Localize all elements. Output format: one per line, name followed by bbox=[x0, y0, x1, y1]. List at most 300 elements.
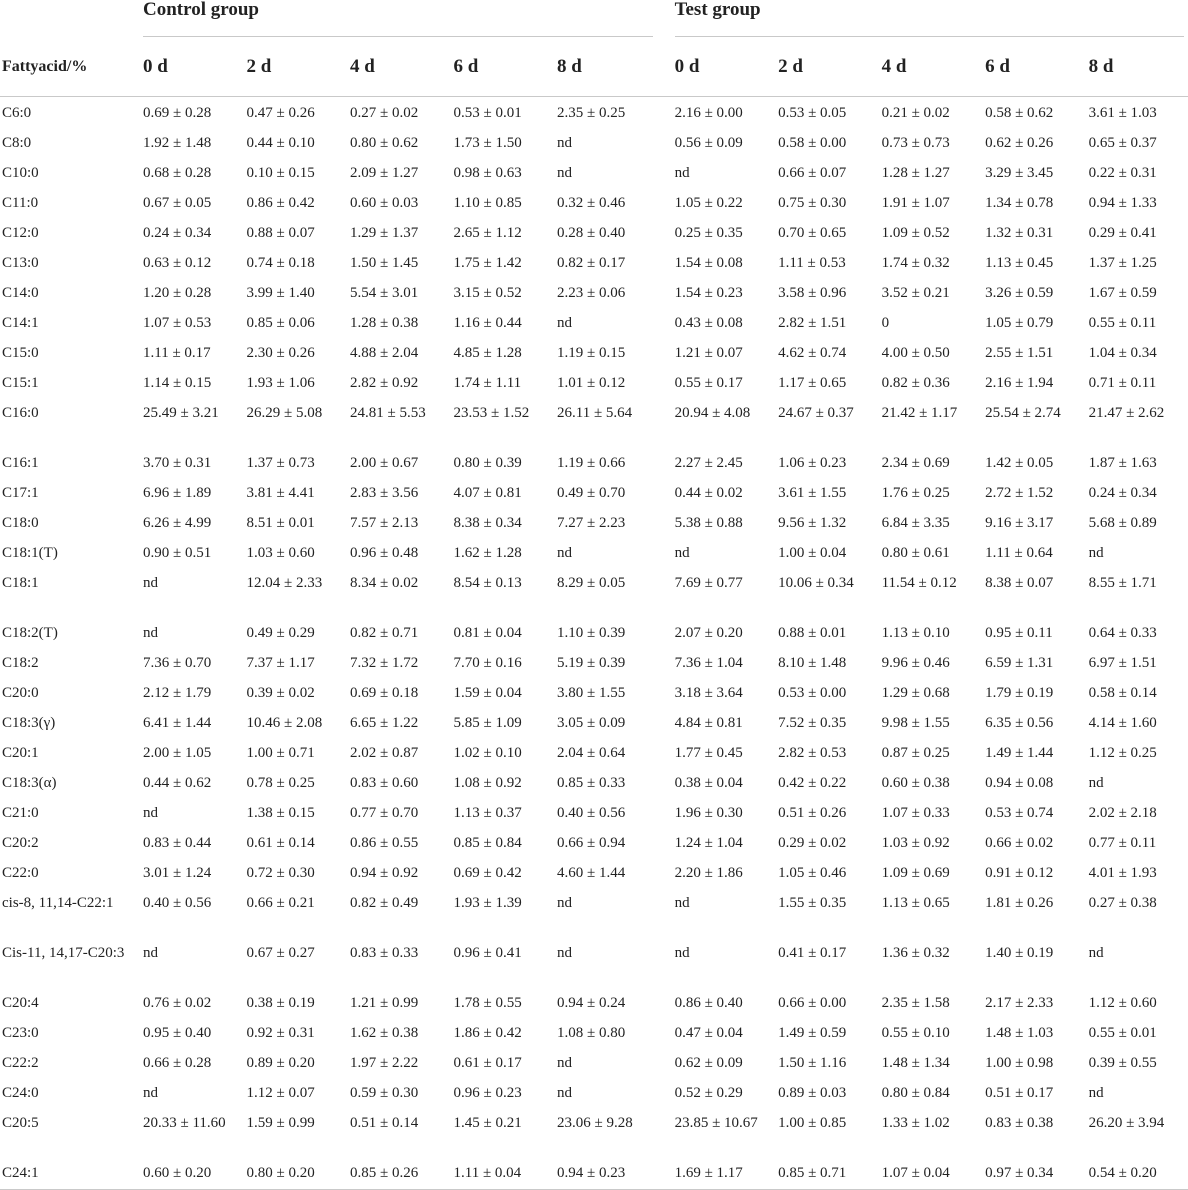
test-value-cell: 0.82 ± 0.36 bbox=[881, 375, 950, 391]
test-value-cell: 1.00 ± 0.04 bbox=[778, 545, 847, 561]
control-value-cell: 0.92 ± 0.31 bbox=[246, 1025, 315, 1041]
test-value-cell: 6.84 ± 3.35 bbox=[881, 515, 950, 531]
test-day-2-header: 2 d bbox=[774, 37, 878, 97]
table-row bbox=[0, 767, 1188, 797]
test-value-cell: 0.53 ± 0.05 bbox=[778, 105, 847, 121]
control-value-cell: nd bbox=[557, 945, 572, 961]
test-value-cell: 0.80 ± 0.84 bbox=[881, 1085, 950, 1101]
test-value-cell: 2.82 ± 0.53 bbox=[778, 745, 847, 761]
test-value-cell: 3.26 ± 0.59 bbox=[985, 285, 1054, 301]
test-value-cell: 9.16 ± 3.17 bbox=[985, 515, 1054, 531]
fatty-acid-name-cell: Cis-11, 14,17-C20:3 bbox=[2, 945, 125, 961]
group-gap-cell bbox=[657, 737, 671, 767]
group-gap-cell bbox=[657, 1107, 671, 1157]
group-gap-cell bbox=[657, 677, 671, 707]
control-value-cell: 0.24 ± 0.34 bbox=[143, 225, 212, 241]
control-value-cell: 1.92 ± 1.48 bbox=[143, 135, 212, 151]
table-row bbox=[0, 157, 1188, 187]
fatty-acid-name-cell: C18:1 bbox=[2, 575, 39, 591]
control-value-cell: 26.11 ± 5.64 bbox=[557, 405, 633, 421]
control-value-cell: 1.38 ± 0.15 bbox=[246, 805, 315, 821]
control-value-cell: 1.21 ± 0.99 bbox=[350, 995, 419, 1011]
table-row bbox=[0, 987, 1188, 1017]
test-value-cell: 0.77 ± 0.11 bbox=[1088, 835, 1157, 851]
control-value-cell: 0.96 ± 0.23 bbox=[453, 1085, 522, 1101]
table-row bbox=[0, 367, 1188, 397]
group-gap-cell bbox=[657, 617, 671, 647]
fatty-acid-name-cell: C18:2(T) bbox=[2, 625, 58, 641]
group-gap-cell bbox=[657, 767, 671, 797]
test-value-cell: 2.07 ± 0.20 bbox=[674, 625, 743, 641]
test-value-cell: 0.85 ± 0.71 bbox=[774, 1157, 878, 1190]
test-value-cell: 0.54 ± 0.20 bbox=[1085, 1157, 1188, 1190]
test-value-cell: 1.05 ± 0.22 bbox=[674, 195, 743, 211]
test-value-cell: 0.86 ± 0.40 bbox=[674, 995, 743, 1011]
control-day-4-header: 4 d bbox=[346, 37, 450, 97]
table-row bbox=[0, 937, 1188, 987]
test-value-cell: 1.29 ± 0.68 bbox=[881, 685, 950, 701]
control-value-cell: 8.38 ± 0.34 bbox=[453, 515, 522, 531]
fatty-acid-name-cell: C24:0 bbox=[2, 1085, 39, 1101]
test-value-cell: 1.09 ± 0.69 bbox=[881, 865, 950, 881]
group-gap-cell bbox=[657, 247, 671, 277]
control-value-cell: 0.53 ± 0.01 bbox=[453, 105, 522, 121]
test-value-cell: 1.49 ± 0.59 bbox=[778, 1025, 847, 1041]
control-value-cell: 20.33 ± 11.60 bbox=[143, 1115, 226, 1131]
control-value-cell: 0.44 ± 0.10 bbox=[246, 135, 315, 151]
test-value-cell: nd bbox=[1088, 945, 1104, 961]
control-value-cell: 0.81 ± 0.04 bbox=[453, 625, 522, 641]
control-value-cell: 1.10 ± 0.85 bbox=[453, 195, 522, 211]
test-value-cell: 7.36 ± 1.04 bbox=[674, 655, 743, 671]
test-value-cell: 2.02 ± 2.18 bbox=[1088, 805, 1157, 821]
control-value-cell: 1.13 ± 0.37 bbox=[453, 805, 522, 821]
test-value-cell: 1.00 ± 0.85 bbox=[778, 1115, 847, 1131]
test-value-cell: 0.38 ± 0.04 bbox=[674, 775, 743, 791]
test-value-cell: 0.64 ± 0.33 bbox=[1088, 625, 1157, 641]
test-value-cell: 2.72 ± 1.52 bbox=[985, 485, 1054, 501]
table-row bbox=[0, 737, 1188, 767]
control-value-cell: 0.76 ± 0.02 bbox=[143, 995, 212, 1011]
fatty-acid-name-cell: C18:1(T) bbox=[2, 545, 58, 561]
test-value-cell: 0.55 ± 0.01 bbox=[1088, 1025, 1157, 1041]
control-value-cell: 0.66 ± 0.94 bbox=[557, 835, 626, 851]
control-value-cell: 0.80 ± 0.20 bbox=[243, 1157, 347, 1190]
table-row bbox=[0, 1077, 1188, 1107]
test-value-cell: 1.04 ± 0.34 bbox=[1088, 345, 1157, 361]
test-value-cell: 1.17 ± 0.65 bbox=[778, 375, 847, 391]
table-row bbox=[0, 537, 1188, 567]
control-value-cell: nd bbox=[143, 945, 158, 961]
table-row bbox=[0, 677, 1188, 707]
table-row bbox=[0, 567, 1188, 617]
test-value-cell: 9.56 ± 1.32 bbox=[778, 515, 847, 531]
table-row bbox=[0, 827, 1188, 857]
test-day-6-header: 6 d bbox=[981, 37, 1085, 97]
control-value-cell: nd bbox=[557, 1085, 572, 1101]
group-gap-cell bbox=[657, 477, 671, 507]
test-value-cell: 1.67 ± 0.59 bbox=[1088, 285, 1157, 301]
control-value-cell: 0.44 ± 0.62 bbox=[143, 775, 212, 791]
test-value-cell: 0.25 ± 0.35 bbox=[674, 225, 743, 241]
test-value-cell: nd bbox=[1088, 775, 1104, 791]
control-value-cell: 2.12 ± 1.79 bbox=[143, 685, 212, 701]
test-value-cell: 0.51 ± 0.17 bbox=[985, 1085, 1054, 1101]
test-value-cell: 3.52 ± 0.21 bbox=[881, 285, 950, 301]
control-value-cell: 8.54 ± 0.13 bbox=[453, 575, 522, 591]
table-row bbox=[0, 1157, 1188, 1190]
group-gap-cell bbox=[657, 1157, 671, 1190]
test-value-cell: 0.55 ± 0.11 bbox=[1088, 315, 1157, 331]
fatty-acid-name-cell: C24:1 bbox=[0, 1157, 139, 1190]
control-value-cell: 1.59 ± 0.99 bbox=[246, 1115, 315, 1131]
test-value-cell: 21.42 ± 1.17 bbox=[881, 405, 958, 421]
table-row bbox=[0, 217, 1188, 247]
control-value-cell: 1.74 ± 1.11 bbox=[453, 375, 522, 391]
fatty-acid-name-cell: C18:3(α) bbox=[2, 775, 57, 791]
control-value-cell: 2.00 ± 1.05 bbox=[143, 745, 212, 761]
group-header-empty bbox=[0, 0, 139, 37]
test-value-cell: 0.24 ± 0.34 bbox=[1088, 485, 1157, 501]
control-value-cell: 0.85 ± 0.26 bbox=[346, 1157, 450, 1190]
control-value-cell: 0.49 ± 0.29 bbox=[246, 625, 315, 641]
control-value-cell: 3.70 ± 0.31 bbox=[143, 455, 212, 471]
control-value-cell: 1.07 ± 0.53 bbox=[143, 315, 212, 331]
test-value-cell: 1.79 ± 0.19 bbox=[985, 685, 1054, 701]
test-day-0-header: 0 d bbox=[671, 37, 775, 97]
group-gap-cell bbox=[657, 447, 671, 477]
test-value-cell: 10.06 ± 0.34 bbox=[778, 575, 854, 591]
control-value-cell: nd bbox=[557, 545, 572, 561]
test-value-cell: 1.21 ± 0.07 bbox=[674, 345, 743, 361]
test-value-cell: 0.56 ± 0.09 bbox=[674, 135, 743, 151]
test-value-cell: 1.40 ± 0.19 bbox=[985, 945, 1054, 961]
test-value-cell: 0.83 ± 0.38 bbox=[985, 1115, 1054, 1131]
control-value-cell: 0.72 ± 0.30 bbox=[246, 865, 315, 881]
test-value-cell: 1.24 ± 1.04 bbox=[674, 835, 743, 851]
control-value-cell: 1.19 ± 0.15 bbox=[557, 345, 626, 361]
test-value-cell: 7.69 ± 0.77 bbox=[674, 575, 743, 591]
control-value-cell: nd bbox=[557, 165, 572, 181]
table-row bbox=[0, 707, 1188, 737]
control-value-cell: 1.29 ± 1.37 bbox=[350, 225, 419, 241]
control-value-cell: 1.75 ± 1.42 bbox=[453, 255, 522, 271]
test-value-cell: 1.91 ± 1.07 bbox=[881, 195, 950, 211]
control-value-cell: 0.83 ± 0.44 bbox=[143, 835, 212, 851]
table-row bbox=[0, 647, 1188, 677]
test-value-cell: 0.44 ± 0.02 bbox=[674, 485, 743, 501]
table-body bbox=[0, 97, 1188, 1190]
test-value-cell: 1.81 ± 0.26 bbox=[985, 895, 1054, 911]
control-value-cell: 1.86 ± 0.42 bbox=[453, 1025, 522, 1041]
test-value-cell: 0.73 ± 0.73 bbox=[881, 135, 950, 151]
test-value-cell: 0.75 ± 0.30 bbox=[778, 195, 847, 211]
group-gap-cell bbox=[657, 937, 671, 987]
control-value-cell: 1.28 ± 0.38 bbox=[350, 315, 419, 331]
control-value-cell: 1.19 ± 0.66 bbox=[557, 455, 626, 471]
test-value-cell: nd bbox=[674, 545, 690, 561]
test-value-cell: 1.06 ± 0.23 bbox=[778, 455, 847, 471]
control-value-cell: 2.82 ± 0.92 bbox=[350, 375, 419, 391]
fatty-acid-name-cell: C23:0 bbox=[2, 1025, 39, 1041]
group-gap-cell bbox=[657, 1077, 671, 1107]
test-value-cell: 0.66 ± 0.02 bbox=[985, 835, 1054, 851]
test-value-cell: 2.16 ± 1.94 bbox=[985, 375, 1054, 391]
fatty-acid-name-cell: C20:2 bbox=[2, 835, 39, 851]
control-value-cell: 7.32 ± 1.72 bbox=[350, 655, 419, 671]
test-value-cell: 1.50 ± 1.16 bbox=[778, 1055, 847, 1071]
fatty-acid-name-cell: C14:1 bbox=[2, 315, 39, 331]
group-gap-cell bbox=[657, 337, 671, 367]
control-value-cell: nd bbox=[557, 135, 572, 151]
control-value-cell: 2.83 ± 3.56 bbox=[350, 485, 419, 501]
control-value-cell: 23.06 ± 9.28 bbox=[557, 1115, 633, 1131]
test-value-cell: 0.60 ± 0.38 bbox=[881, 775, 950, 791]
control-value-cell: 0.38 ± 0.19 bbox=[246, 995, 315, 1011]
control-value-cell: nd bbox=[557, 895, 572, 911]
control-value-cell: 0.10 ± 0.15 bbox=[246, 165, 315, 181]
group-gap-cell bbox=[657, 397, 671, 447]
test-value-cell: nd bbox=[674, 945, 690, 961]
control-value-cell: 0.40 ± 0.56 bbox=[143, 895, 212, 911]
group-gap-cell bbox=[657, 567, 671, 617]
control-group-label: Control group bbox=[143, 0, 653, 37]
test-value-cell: 0.87 ± 0.25 bbox=[881, 745, 950, 761]
control-value-cell: 0.89 ± 0.20 bbox=[246, 1055, 315, 1071]
group-gap-cell bbox=[657, 187, 671, 217]
control-value-cell: 0.85 ± 0.84 bbox=[453, 835, 522, 851]
test-value-cell: 1.69 ± 1.17 bbox=[671, 1157, 775, 1190]
control-value-cell: 1.11 ± 0.04 bbox=[450, 1157, 554, 1190]
control-value-cell: nd bbox=[143, 575, 158, 591]
control-value-cell: 2.04 ± 0.64 bbox=[557, 745, 626, 761]
control-value-cell: 0.67 ± 0.05 bbox=[143, 195, 212, 211]
test-value-cell: 2.35 ± 1.58 bbox=[881, 995, 950, 1011]
control-value-cell: 0.88 ± 0.07 bbox=[246, 225, 315, 241]
test-value-cell: 2.34 ± 0.69 bbox=[881, 455, 950, 471]
test-value-cell: 0.21 ± 0.02 bbox=[881, 105, 950, 121]
test-value-cell: 0 bbox=[881, 315, 890, 331]
test-value-cell: 2.82 ± 1.51 bbox=[778, 315, 847, 331]
control-value-cell: nd bbox=[557, 1055, 572, 1071]
test-value-cell: 1.54 ± 0.08 bbox=[674, 255, 743, 271]
control-value-cell: 7.36 ± 0.70 bbox=[143, 655, 212, 671]
test-value-cell: 1.37 ± 1.25 bbox=[1088, 255, 1157, 271]
group-gap-cell bbox=[657, 1047, 671, 1077]
control-value-cell: 0.59 ± 0.30 bbox=[350, 1085, 419, 1101]
control-value-cell: 1.08 ± 0.92 bbox=[453, 775, 522, 791]
test-value-cell: 4.62 ± 0.74 bbox=[778, 345, 847, 361]
test-value-cell: 0.70 ± 0.65 bbox=[778, 225, 847, 241]
test-value-cell: 2.20 ± 1.86 bbox=[674, 865, 743, 881]
test-value-cell: nd bbox=[1088, 545, 1104, 561]
test-value-cell: 26.20 ± 3.94 bbox=[1088, 1115, 1165, 1131]
control-value-cell: 0.82 ± 0.71 bbox=[350, 625, 419, 641]
test-value-cell: 0.39 ± 0.55 bbox=[1088, 1055, 1157, 1071]
table-row bbox=[0, 447, 1188, 477]
test-value-cell: 6.97 ± 1.51 bbox=[1088, 655, 1157, 671]
table-row bbox=[0, 617, 1188, 647]
test-value-cell: 0.91 ± 0.12 bbox=[985, 865, 1054, 881]
control-value-cell: 0.60 ± 0.20 bbox=[139, 1157, 243, 1190]
table-row bbox=[0, 337, 1188, 367]
control-day-6-header: 6 d bbox=[450, 37, 554, 97]
control-value-cell: 0.96 ± 0.48 bbox=[350, 545, 419, 561]
control-value-cell: 1.93 ± 1.06 bbox=[246, 375, 315, 391]
group-gap-cell bbox=[657, 277, 671, 307]
control-value-cell: 1.08 ± 0.80 bbox=[557, 1025, 626, 1041]
fatty-acid-name-cell: C20:0 bbox=[2, 685, 39, 701]
test-value-cell: 0.71 ± 0.11 bbox=[1088, 375, 1157, 391]
fatty-acid-name-cell: C10:0 bbox=[2, 165, 39, 181]
test-value-cell: 0.47 ± 0.04 bbox=[674, 1025, 743, 1041]
test-value-cell: 4.00 ± 0.50 bbox=[881, 345, 950, 361]
test-value-cell: 6.35 ± 0.56 bbox=[985, 715, 1054, 731]
table-row bbox=[0, 797, 1188, 827]
control-value-cell: 1.50 ± 1.45 bbox=[350, 255, 419, 271]
test-value-cell: 1.76 ± 0.25 bbox=[881, 485, 950, 501]
control-value-cell: 2.35 ± 0.25 bbox=[557, 105, 626, 121]
control-value-cell: 0.69 ± 0.28 bbox=[143, 105, 212, 121]
control-value-cell: 26.29 ± 5.08 bbox=[246, 405, 323, 421]
test-value-cell: 1.13 ± 0.45 bbox=[985, 255, 1054, 271]
control-value-cell: 2.00 ± 0.67 bbox=[350, 455, 419, 471]
control-value-cell: 1.01 ± 0.12 bbox=[557, 375, 626, 391]
group-gap-cell bbox=[657, 707, 671, 737]
control-value-cell: 0.86 ± 0.42 bbox=[246, 195, 315, 211]
test-value-cell: 3.29 ± 3.45 bbox=[985, 165, 1054, 181]
test-group-header bbox=[671, 0, 1188, 37]
control-value-cell: 0.86 ± 0.55 bbox=[350, 835, 419, 851]
group-gap-cell bbox=[657, 1017, 671, 1047]
test-value-cell: 1.12 ± 0.25 bbox=[1088, 745, 1157, 761]
control-value-cell: 1.11 ± 0.17 bbox=[143, 345, 211, 361]
control-value-cell: 0.94 ± 0.23 bbox=[553, 1157, 657, 1190]
test-value-cell: 0.66 ± 0.00 bbox=[778, 995, 847, 1011]
test-value-cell: 0.65 ± 0.37 bbox=[1088, 135, 1157, 151]
fatty-acid-column-header: Fattyacid/% bbox=[0, 37, 139, 97]
fatty-acid-name-cell: C8:0 bbox=[2, 135, 32, 151]
test-value-cell: 0.53 ± 0.00 bbox=[778, 685, 847, 701]
fatty-acid-name-cell: C15:0 bbox=[2, 345, 39, 361]
table-row bbox=[0, 477, 1188, 507]
table-row bbox=[0, 97, 1188, 128]
group-gap-cell bbox=[657, 857, 671, 887]
test-value-cell: 4.84 ± 0.81 bbox=[674, 715, 743, 731]
control-value-cell: 0.98 ± 0.63 bbox=[453, 165, 522, 181]
control-value-cell: 5.54 ± 3.01 bbox=[350, 285, 419, 301]
control-value-cell: 7.37 ± 1.17 bbox=[246, 655, 315, 671]
control-value-cell: nd bbox=[557, 315, 572, 331]
control-value-cell: 3.15 ± 0.52 bbox=[453, 285, 522, 301]
test-value-cell: 0.27 ± 0.38 bbox=[1088, 895, 1157, 911]
fatty-acid-name-cell: C16:0 bbox=[2, 405, 39, 421]
control-value-cell: 2.65 ± 1.12 bbox=[453, 225, 522, 241]
test-value-cell: 3.18 ± 3.64 bbox=[674, 685, 743, 701]
test-value-cell: 0.94 ± 1.33 bbox=[1088, 195, 1157, 211]
test-value-cell: 1.03 ± 0.92 bbox=[881, 835, 950, 851]
control-value-cell: 5.85 ± 1.09 bbox=[453, 715, 522, 731]
test-value-cell: 1.48 ± 1.03 bbox=[985, 1025, 1054, 1041]
control-value-cell: nd bbox=[143, 1085, 158, 1101]
control-value-cell: 0.66 ± 0.21 bbox=[246, 895, 315, 911]
group-gap-cell bbox=[657, 157, 671, 187]
control-value-cell: 3.80 ± 1.55 bbox=[557, 685, 626, 701]
control-value-cell: 0.63 ± 0.12 bbox=[143, 255, 212, 271]
fatty-acid-name-cell: C21:0 bbox=[2, 805, 39, 821]
control-value-cell: 1.78 ± 0.55 bbox=[453, 995, 522, 1011]
control-value-cell: 2.30 ± 0.26 bbox=[246, 345, 315, 361]
table-row bbox=[0, 887, 1188, 937]
test-value-cell: 1.32 ± 0.31 bbox=[985, 225, 1054, 241]
control-value-cell: 0.83 ± 0.60 bbox=[350, 775, 419, 791]
table-row bbox=[0, 1047, 1188, 1077]
test-value-cell: 1.07 ± 0.33 bbox=[881, 805, 950, 821]
control-value-cell: 25.49 ± 3.21 bbox=[143, 405, 219, 421]
fatty-acid-name-cell: C22:0 bbox=[2, 865, 39, 881]
test-value-cell: 1.13 ± 0.10 bbox=[881, 625, 950, 641]
table-row bbox=[0, 507, 1188, 537]
test-value-cell: 25.54 ± 2.74 bbox=[985, 405, 1061, 421]
test-value-cell: 0.89 ± 0.03 bbox=[778, 1085, 847, 1101]
control-value-cell: 12.04 ± 2.33 bbox=[246, 575, 323, 591]
control-value-cell: 7.27 ± 2.23 bbox=[557, 515, 626, 531]
test-value-cell: 8.38 ± 0.07 bbox=[985, 575, 1054, 591]
fatty-acid-name-cell: C17:1 bbox=[2, 485, 39, 501]
fatty-acid-name-cell: C20:5 bbox=[2, 1115, 39, 1131]
test-value-cell: 1.09 ± 0.52 bbox=[881, 225, 950, 241]
test-value-cell: nd bbox=[674, 165, 690, 181]
test-value-cell: nd bbox=[674, 895, 690, 911]
control-value-cell: 0.74 ± 0.18 bbox=[246, 255, 315, 271]
test-value-cell: 3.61 ± 1.55 bbox=[778, 485, 847, 501]
control-value-cell: 4.85 ± 1.28 bbox=[453, 345, 522, 361]
test-value-cell: 0.58 ± 0.14 bbox=[1088, 685, 1157, 701]
control-value-cell: 1.37 ± 0.73 bbox=[246, 455, 315, 471]
test-value-cell: 2.16 ± 0.00 bbox=[674, 105, 743, 121]
group-gap-cell bbox=[657, 217, 671, 247]
control-value-cell: 0.85 ± 0.06 bbox=[246, 315, 315, 331]
control-value-cell: 0.69 ± 0.18 bbox=[350, 685, 419, 701]
test-value-cell: 1.33 ± 1.02 bbox=[881, 1115, 950, 1131]
group-header-gap bbox=[657, 0, 671, 37]
control-value-cell: 0.61 ± 0.17 bbox=[453, 1055, 522, 1071]
control-value-cell: 0.83 ± 0.33 bbox=[350, 945, 419, 961]
control-value-cell: 3.81 ± 4.41 bbox=[246, 485, 315, 501]
control-value-cell: 1.62 ± 1.28 bbox=[453, 545, 522, 561]
table-row bbox=[0, 277, 1188, 307]
control-value-cell: 0.61 ± 0.14 bbox=[246, 835, 315, 851]
control-value-cell: 1.73 ± 1.50 bbox=[453, 135, 522, 151]
fatty-acid-name-cell: C15:1 bbox=[2, 375, 39, 391]
control-value-cell: 0.95 ± 0.40 bbox=[143, 1025, 212, 1041]
test-value-cell: 5.68 ± 0.89 bbox=[1088, 515, 1157, 531]
fatty-acid-name-cell: C20:1 bbox=[2, 745, 39, 761]
control-day-2-header: 2 d bbox=[243, 37, 347, 97]
control-value-cell: 0.67 ± 0.27 bbox=[246, 945, 315, 961]
control-value-cell: 1.20 ± 0.28 bbox=[143, 285, 212, 301]
table-row bbox=[0, 1017, 1188, 1047]
control-value-cell: 0.51 ± 0.14 bbox=[350, 1115, 419, 1131]
control-value-cell: 0.28 ± 0.40 bbox=[557, 225, 626, 241]
test-value-cell: 0.80 ± 0.61 bbox=[881, 545, 950, 561]
control-value-cell: 6.26 ± 4.99 bbox=[143, 515, 212, 531]
test-value-cell: 9.98 ± 1.55 bbox=[881, 715, 950, 731]
test-value-cell: 0.51 ± 0.26 bbox=[778, 805, 847, 821]
test-value-cell: 1.74 ± 0.32 bbox=[881, 255, 950, 271]
test-value-cell: 21.47 ± 2.62 bbox=[1088, 405, 1165, 421]
control-value-cell: 10.46 ± 2.08 bbox=[246, 715, 323, 731]
